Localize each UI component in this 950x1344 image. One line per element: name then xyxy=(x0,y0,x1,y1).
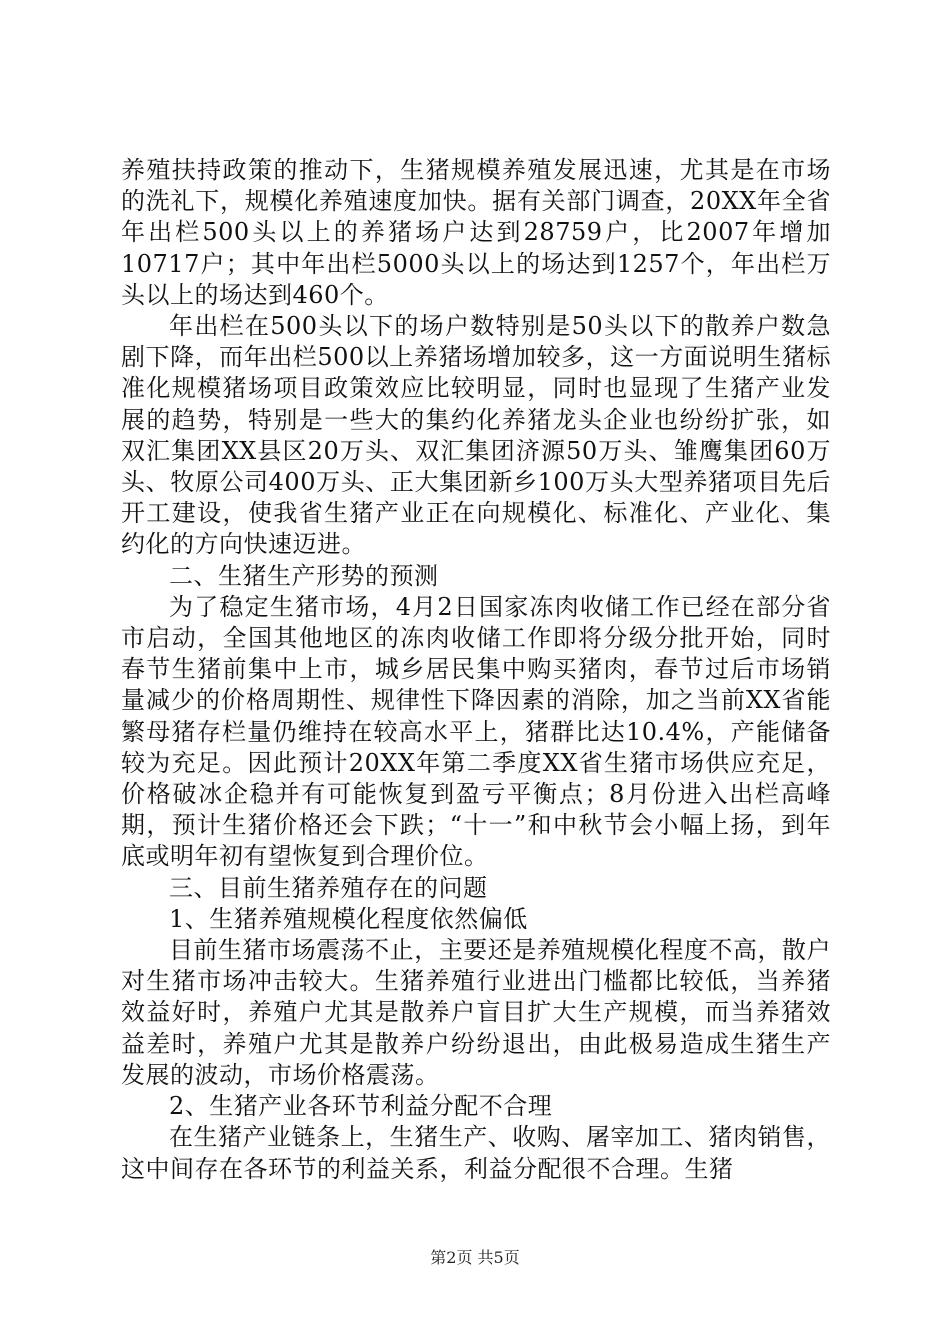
section-heading-problems: 三、目前生猪养殖存在的问题 xyxy=(169,873,488,902)
page-number-footer: 第2页 共5页 xyxy=(430,1248,520,1267)
paragraph-scale-farming-growth: 养殖扶持政策的推动下，生猪规模养殖发展迅速，尤其是在市场的洗礼下，规模化养殖速度加快。据有关部门调查，20XX年全省年出栏500头以上的养猪场户达到28759户，比2007年增加10717户；其中年出栏5000头以上的场达到1257个，年出栏万头以上的场达到460个。 xyxy=(121,156,831,309)
paragraph-forecast: 为了稳定生猪市场，4月2日国家冻肉收储工作已经在部分省市启动，全国其他地区的冻肉收储工作即将分级分批开始，同时春节生猪前集中上市，城乡居民集中购买猪肉，春节过后市场销量减少的价格周期性、规律性下降因素的消除，加之当前XX省能繁母猪存栏量仍维持在较高水平上，猪群比达10.4%，产能储备较为充足。因此预计20XX年第二季度XX省生猪市场供应充足，价格破冰企稳并有可能恢复到盈亏平衡点；8月份进入出栏高峰期，预计生猪价格还会下跌；“十一”和中秋节会小幅上扬，到年底或明年初有望恢复到合理价位。 xyxy=(121,592,831,871)
subheading-profit-distribution: 2、生猪产业各环节利益分配不合理 xyxy=(169,1092,553,1121)
paragraph-small-farms-decline: 年出栏在500头以下的场户数特别是50头以下的散养户数急剧下降，而年出栏500以上养猪场增加较多，这一方面说明生猪标准化规模猪场项目政策效应比较明显，同时也显现了生猪产业发展的趋势，特别是一些大的集约化养猪龙头企业也纷纷扩张，如双汇集团XX县区20万头、双汇集团济源50万头、雏鹰集团60万头、牧原公司400万头、正大集团新乡100万头大型养猪项目先后开工建设，使我省生猪产业正在向规模化、标准化、产业化、集约化的方向快速迈进。 xyxy=(121,312,831,559)
paragraph-low-scale: 目前生猪市场震荡不止，主要还是养殖规模化程度不高，散户对生猪市场冲击较大。生猪养殖行业进出门槛都比较低，当养猪效益好时，养殖户尤其是散养户盲目扩大生产规模，而当养猪效益差时，养殖户尤其是散养户纷纷退出，由此极易造成生猪生产发展的波动，市场价格震荡。 xyxy=(121,936,831,1089)
document-body xyxy=(121,155,831,1185)
subheading-low-scale: 1、生猪养殖规模化程度依然偏低 xyxy=(169,904,528,933)
paragraph-profit-distribution: 在生猪产业链条上，生猪生产、收购、屠宰加工、猪肉销售，这中间存在各环节的利益关系，利益分配很不合理。生猪 xyxy=(121,1123,831,1183)
section-heading-forecast: 二、生猪生产形势的预测 xyxy=(169,561,439,590)
